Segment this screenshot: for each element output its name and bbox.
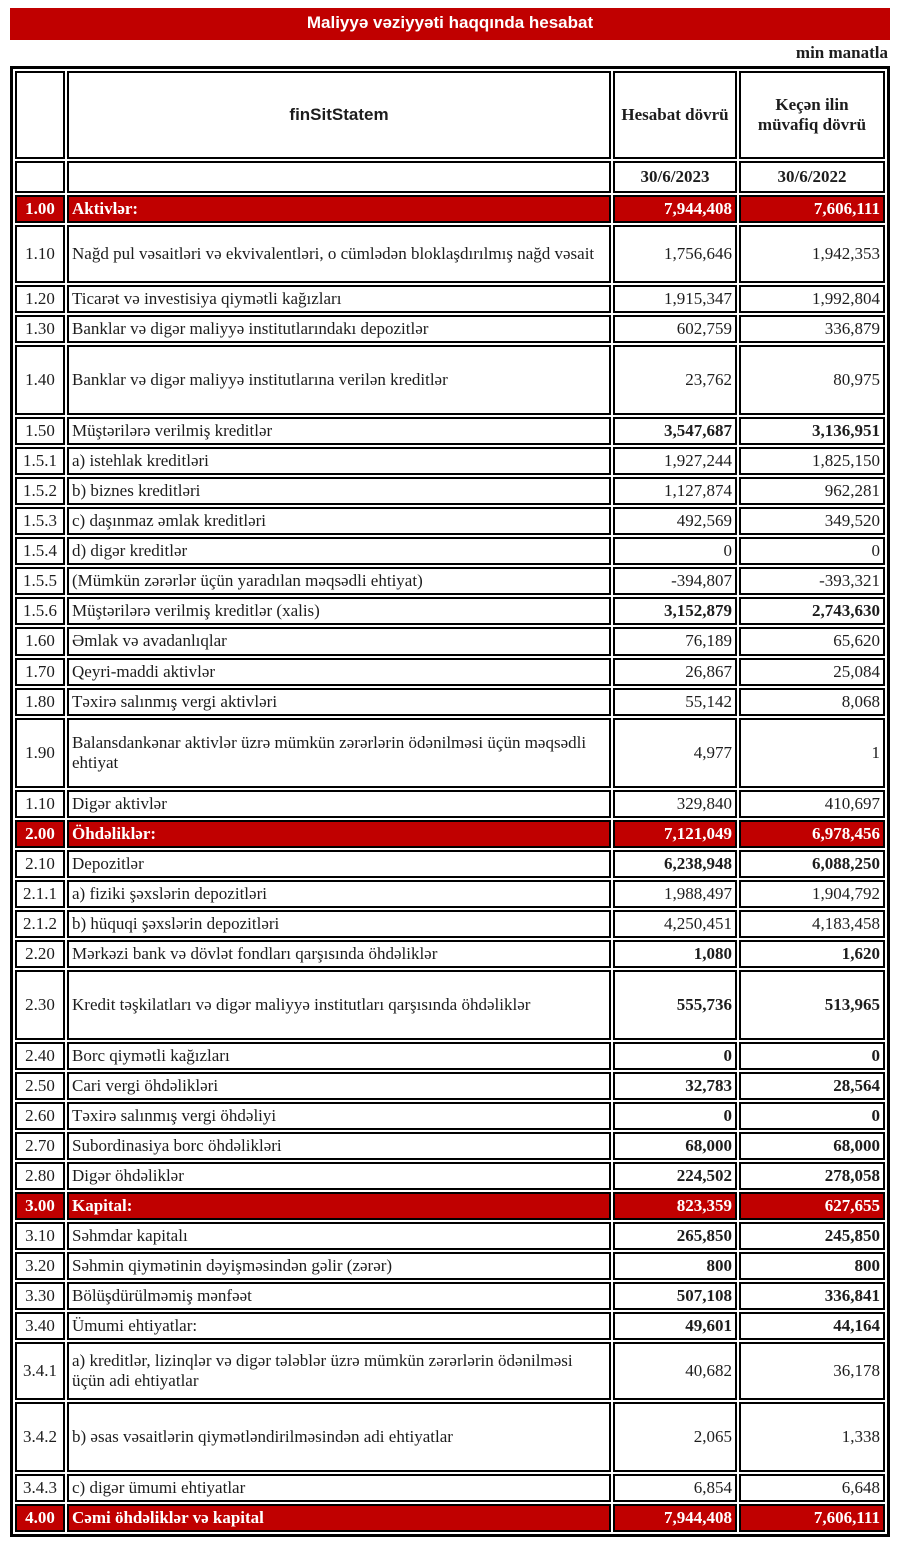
table-row [15,1192,885,1220]
row-value-previous: 36,178 [739,1342,885,1400]
row-label: a) istehlak kreditləri [67,447,611,475]
row-value-current: 492,569 [613,507,737,535]
row-value-current: 55,142 [613,688,737,716]
row-code: 2.60 [15,1102,65,1130]
table-row [15,225,885,283]
row-label: Borc qiymətli kağızları [67,1042,611,1070]
row-value-current: 7,944,408 [613,1504,737,1532]
row-value-current: 0 [613,537,737,565]
table-dates-row [15,161,885,193]
row-value-current: 823,359 [613,1192,737,1220]
row-value-current: 329,840 [613,790,737,818]
table-row [15,1282,885,1310]
table-row [15,447,885,475]
row-value-previous: 44,164 [739,1312,885,1340]
table-row [15,345,885,415]
row-value-current: 49,601 [613,1312,737,1340]
row-code: 1.60 [15,627,65,655]
row-value-current: 7,944,408 [613,195,737,223]
row-label: Ümumi ehtiyatlar: [67,1312,611,1340]
row-value-previous: 3,136,951 [739,417,885,445]
table-row [15,658,885,686]
row-value-current: 800 [613,1252,737,1280]
row-value-current: 76,189 [613,627,737,655]
row-value-current: 265,850 [613,1222,737,1250]
row-label: Təxirə salınmış vergi öhdəliyi [67,1102,611,1130]
row-code: 2.20 [15,940,65,968]
row-code: 1.5.4 [15,537,65,565]
table-row [15,820,885,848]
row-value-previous: 7,606,111 [739,195,885,223]
row-value-previous: 336,879 [739,315,885,343]
row-label: Təxirə salınmış vergi aktivləri [67,688,611,716]
table-row [15,507,885,535]
table-row [15,1342,885,1400]
row-value-current: 3,547,687 [613,417,737,445]
statement-name: finSitStatem [67,71,611,159]
row-code: 1.20 [15,285,65,313]
row-label: Bölüşdürülməmiş mənfəət [67,1282,611,1310]
dates-empty-cell [67,161,611,193]
row-code: 1.00 [15,195,65,223]
header-empty-cell [15,71,65,159]
row-value-current: 4,250,451 [613,910,737,938]
row-value-current: 6,238,948 [613,850,737,878]
row-code: 2.1.2 [15,910,65,938]
row-value-previous: 65,620 [739,627,885,655]
table-row [15,1312,885,1340]
row-code: 3.4.1 [15,1342,65,1400]
row-code: 1.5.3 [15,507,65,535]
row-label: (Mümkün zərərlər üçün yaradılan məqsədli ehtiyat) [67,567,611,595]
row-value-current: 68,000 [613,1132,737,1160]
statement-table-body [15,71,885,1532]
row-label: b) hüquqi şəxslərin depozitləri [67,910,611,938]
row-label: Mərkəzi bank və dövlət fondları qarşısında öhdəliklər [67,940,611,968]
row-value-current: 32,783 [613,1072,737,1100]
table-row [15,315,885,343]
row-value-previous: 410,697 [739,790,885,818]
row-value-current: 26,867 [613,658,737,686]
row-label: Müştərilərə verilmiş kreditlər (xalis) [67,597,611,625]
row-label: c) daşınmaz əmlak kreditləri [67,507,611,535]
table-row [15,195,885,223]
row-code: 2.00 [15,820,65,848]
row-code: 3.4.3 [15,1474,65,1502]
row-code: 4.00 [15,1504,65,1532]
row-code: 2.10 [15,850,65,878]
table-row [15,567,885,595]
row-value-previous: 28,564 [739,1072,885,1100]
row-label: Kapital: [67,1192,611,1220]
row-label: Əmlak və avadanlıqlar [67,627,611,655]
row-label: Balansdankənar aktivlər üzrə mümkün zərərlərin ödənilməsi üçün məqsədli ehtiyat [67,718,611,788]
row-label: Öhdəliklər: [67,820,611,848]
row-code: 2.80 [15,1162,65,1190]
row-label: a) fiziki şəxslərin depozitləri [67,880,611,908]
statement-table [10,66,890,1537]
row-value-current: 2,065 [613,1402,737,1472]
row-value-previous: 80,975 [739,345,885,415]
row-value-current: 0 [613,1042,737,1070]
row-value-current: 7,121,049 [613,820,737,848]
row-code: 1.5.2 [15,477,65,505]
row-code: 3.10 [15,1222,65,1250]
row-value-previous: 962,281 [739,477,885,505]
table-row [15,940,885,968]
row-label: Kredit təşkilatları və digər maliyyə institutları qarşısında öhdəliklər [67,970,611,1040]
row-code: 3.4.2 [15,1402,65,1472]
row-value-current: 1,988,497 [613,880,737,908]
row-value-previous: 513,965 [739,970,885,1040]
row-value-current: 1,915,347 [613,285,737,313]
row-code: 1.10 [15,225,65,283]
row-value-current: 224,502 [613,1162,737,1190]
row-label: b) əsas vəsaitlərin qiymətləndirilməsindən adi ehtiyatlar [67,1402,611,1472]
row-value-previous: 8,068 [739,688,885,716]
date-previous: 30/6/2022 [739,161,885,193]
table-row [15,477,885,505]
row-value-current: 4,977 [613,718,737,788]
row-label: Aktivlər: [67,195,611,223]
row-code: 1.90 [15,718,65,788]
table-row [15,1222,885,1250]
row-code: 2.50 [15,1072,65,1100]
row-label: b) biznes kreditləri [67,477,611,505]
row-value-current: 0 [613,1102,737,1130]
table-row [15,627,885,655]
row-code: 1.5.6 [15,597,65,625]
table-row [15,1402,885,1472]
row-label: d) digər kreditlər [67,537,611,565]
table-header-row [15,71,885,159]
dates-empty-cell [15,161,65,193]
row-value-previous: 245,850 [739,1222,885,1250]
row-code: 2.1.1 [15,880,65,908]
row-code: 2.30 [15,970,65,1040]
row-label: Səhmdar kapitalı [67,1222,611,1250]
row-code: 3.30 [15,1282,65,1310]
table-row [15,790,885,818]
row-code: 2.40 [15,1042,65,1070]
row-code: 1.50 [15,417,65,445]
row-value-previous: 0 [739,1042,885,1070]
row-value-previous: 1,825,150 [739,447,885,475]
table-row [15,1252,885,1280]
row-value-previous: 25,084 [739,658,885,686]
row-value-current: 555,736 [613,970,737,1040]
row-value-current: 507,108 [613,1282,737,1310]
row-label: Nağd pul vəsaitləri və ekvivalentləri, o cümlədən bloklaşdırılmış nağd vəsait [67,225,611,283]
row-label: Banklar və digər maliyyə institutlarındakı depozitlər [67,315,611,343]
row-code: 1.5.5 [15,567,65,595]
row-label: Cari vergi öhdəlikləri [67,1072,611,1100]
row-value-current: 6,854 [613,1474,737,1502]
row-value-current: -394,807 [613,567,737,595]
row-value-previous: 278,058 [739,1162,885,1190]
row-label: Banklar və digər maliyyə institutlarına verilən kreditlər [67,345,611,415]
row-value-current: 3,152,879 [613,597,737,625]
table-row [15,910,885,938]
row-value-previous: -393,321 [739,567,885,595]
row-label: Ticarət və investisiya qiymətli kağızları [67,285,611,313]
row-label: Qeyri-maddi aktivlər [67,658,611,686]
row-value-previous: 800 [739,1252,885,1280]
row-value-current: 23,762 [613,345,737,415]
table-row [15,1162,885,1190]
row-value-previous: 1,620 [739,940,885,968]
row-label: Müştərilərə verilmiş kreditlər [67,417,611,445]
row-value-previous: 6,648 [739,1474,885,1502]
row-value-current: 1,080 [613,940,737,968]
row-value-previous: 627,655 [739,1192,885,1220]
table-row [15,880,885,908]
table-row [15,285,885,313]
page-title: Maliyyə vəziyyəti haqqında hesabat [10,8,890,40]
row-code: 1.80 [15,688,65,716]
table-row [15,597,885,625]
row-value-current: 602,759 [613,315,737,343]
row-value-previous: 1,992,804 [739,285,885,313]
table-row [15,850,885,878]
row-label: Digər aktivlər [67,790,611,818]
row-value-current: 1,127,874 [613,477,737,505]
row-value-current: 40,682 [613,1342,737,1400]
row-value-previous: 349,520 [739,507,885,535]
table-row [15,1132,885,1160]
row-value-previous: 1 [739,718,885,788]
column-header-current: Hesabat dövrü [613,71,737,159]
row-value-previous: 1,338 [739,1402,885,1472]
row-value-previous: 0 [739,1102,885,1130]
row-value-previous: 4,183,458 [739,910,885,938]
row-code: 1.10 [15,790,65,818]
table-row [15,1072,885,1100]
row-value-previous: 7,606,111 [739,1504,885,1532]
date-current: 30/6/2023 [613,161,737,193]
row-code: 3.20 [15,1252,65,1280]
row-code: 3.40 [15,1312,65,1340]
table-row [15,417,885,445]
row-code: 1.70 [15,658,65,686]
row-code: 2.70 [15,1132,65,1160]
row-code: 1.30 [15,315,65,343]
row-label: c) digər ümumi ehtiyatlar [67,1474,611,1502]
table-row [15,1102,885,1130]
table-row [15,970,885,1040]
row-value-previous: 1,904,792 [739,880,885,908]
row-label: Cəmi öhdəliklər və kapital [67,1504,611,1532]
row-value-previous: 1,942,353 [739,225,885,283]
row-value-current: 1,927,244 [613,447,737,475]
row-label: Depozitlər [67,850,611,878]
table-row [15,718,885,788]
table-row [15,1504,885,1532]
row-value-previous: 2,743,630 [739,597,885,625]
row-code: 1.5.1 [15,447,65,475]
row-value-previous: 6,088,250 [739,850,885,878]
row-label: Digər öhdəliklər [67,1162,611,1190]
column-header-previous: Keçən ilin müvafiq dövrü [739,71,885,159]
row-label: Subordinasiya borc öhdəlikləri [67,1132,611,1160]
table-row [15,1474,885,1502]
row-value-previous: 336,841 [739,1282,885,1310]
table-row [15,537,885,565]
row-label: a) kreditlər, lizinqlər və digər tələblər üzrə mümkün zərərlərin ödənilməsi üçün adi ehtiyatlar [67,1342,611,1400]
unit-note: min manatla [795,43,888,62]
row-code: 3.00 [15,1192,65,1220]
row-label: Səhmin qiymətinin dəyişməsindən gəlir (zərər) [67,1252,611,1280]
table-row [15,1042,885,1070]
row-value-current: 1,756,646 [613,225,737,283]
row-value-previous: 68,000 [739,1132,885,1160]
table-row [15,688,885,716]
row-value-previous: 6,978,456 [739,820,885,848]
row-value-previous: 0 [739,537,885,565]
row-code: 1.40 [15,345,65,415]
